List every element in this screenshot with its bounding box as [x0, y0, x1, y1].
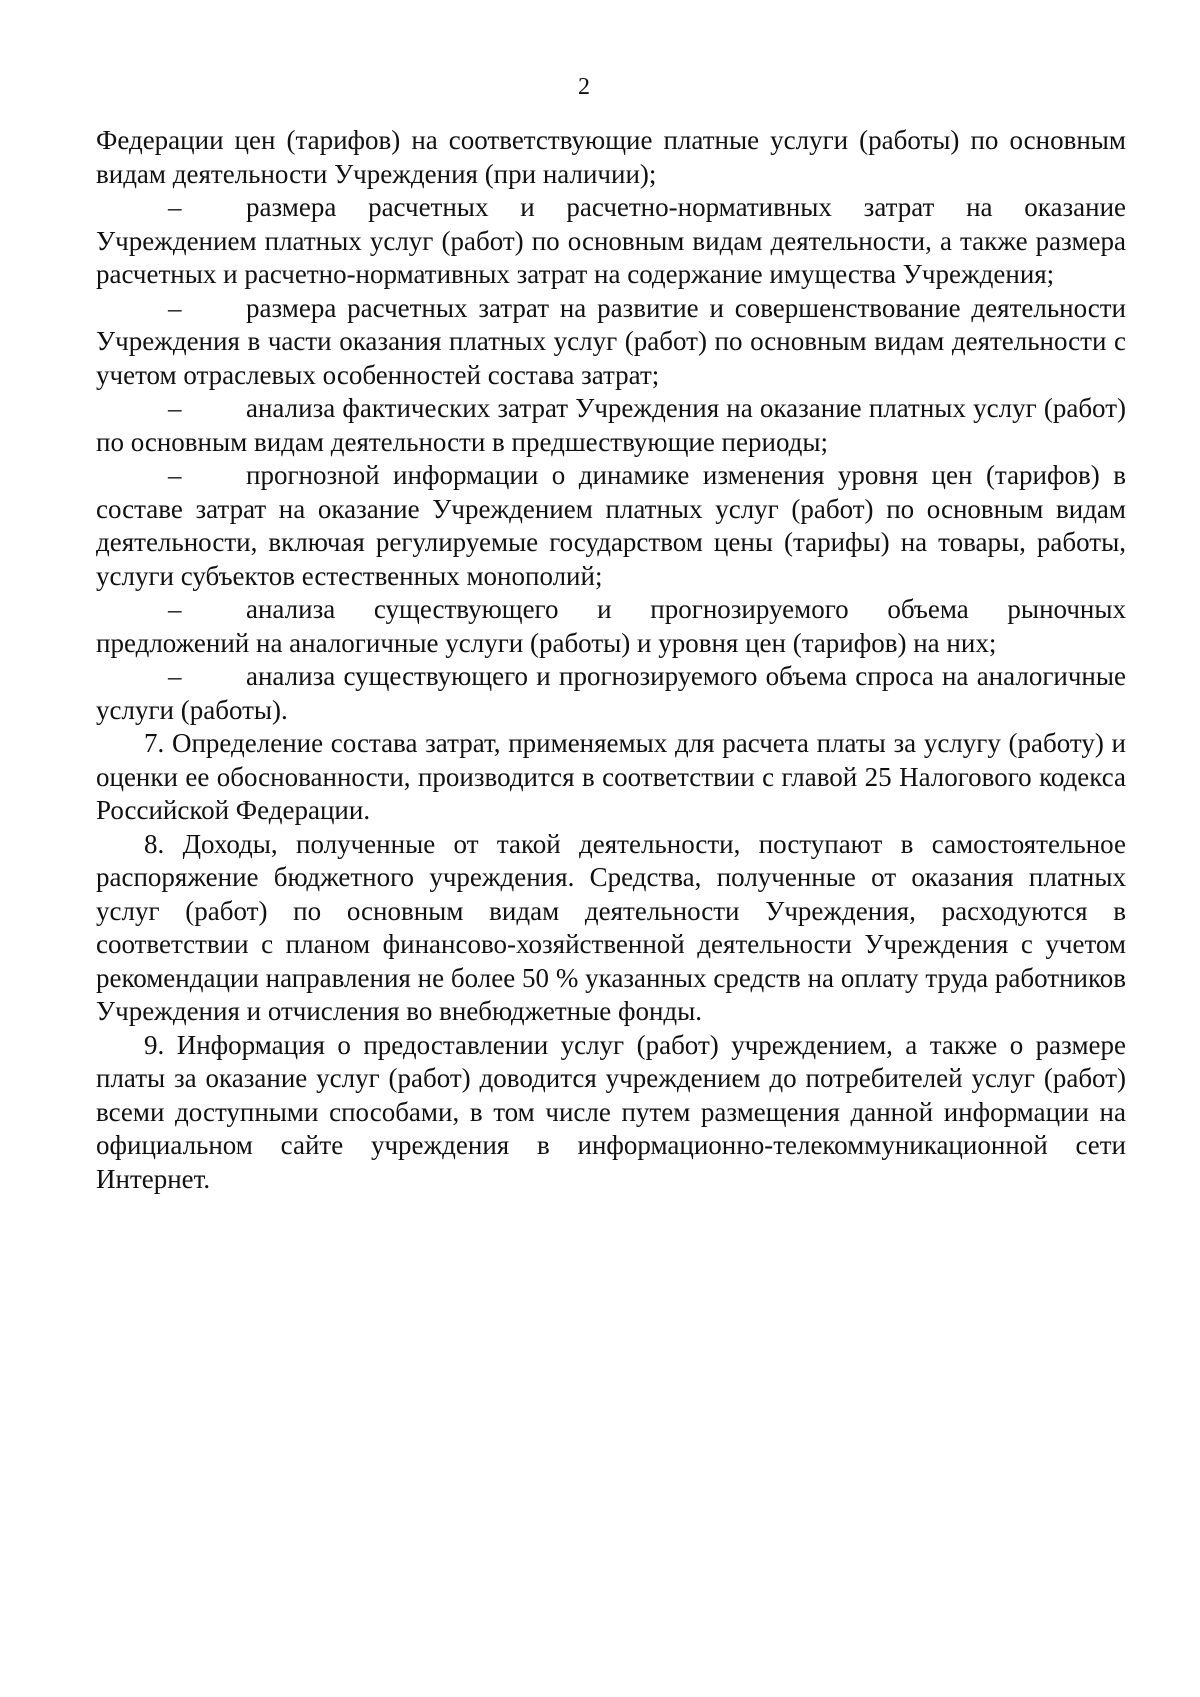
dash-marker: –: [168, 661, 182, 691]
paragraph-continuation: [96, 124, 1126, 191]
list-item-text: анализа существующего и прогнозируемого объема рыночных предложений на аналогичные услуги (работы) и уровня цен (тарифов) на них;: [96, 594, 1126, 658]
list-item-text: размера расчетных и расчетно-нормативных затрат на оказание Учреждением платных услуг (работ) по основным видам деятельности, а также размера расчетных и расчетно-нормативных затрат на содержание имущества Учреждения;: [96, 192, 1126, 289]
list-item-dash: [96, 660, 1126, 727]
list-item-text: прогнозной информации о динамике изменения уровня цен (тарифов) в составе затрат на оказание Учреждением платных услуг (работ) по основным видам деятельности, включая регулируемые государством цены (тарифы) на товары, работы, услуги субъектов естественных монополий;: [96, 460, 1126, 591]
dash-marker: –: [168, 393, 182, 423]
list-item-dash: [96, 191, 1126, 292]
clause-text: 9. Информация о предоставлении услуг (работ) учреждением, а также о размере платы за оказание услуг (работ) доводится учреждением до потребителей услуг (работ) всеми доступными способами, в том числе путем размещения данной информации на официальном сайте учреждения в информационно-телекоммуникационной сети Интернет.: [96, 1029, 1126, 1194]
list-item-dash: [96, 593, 1126, 660]
list-item-text: размера расчетных затрат на развитие и совершенствование деятельности Учреждения в части оказания платных услуг (работ) по основным видам деятельности с учетом отраслевых особенностей состава затрат;: [96, 292, 1126, 390]
list-item-dash: [96, 292, 1126, 393]
page-number: 2: [578, 74, 590, 100]
clause-text: 8. Доходы, полученные от такой деятельности, поступают в самостоятельное распоряжение бюджетного учреждения. Средства, полученные от оказания платных услуг (работ) по основным видам деятельности Учреждения, расходуются в соответствии с планом финансово-хозяйственной деятельности Учреждения с учетом рекомендации направления не более 50 % указанных средств на оплату труда работников Учреждения и отчисления во внебюджетные фонды.: [96, 828, 1126, 1026]
dash-marker: –: [168, 192, 182, 222]
list-item-text: анализа фактических затрат Учреждения на оказание платных услуг (работ) по основным видам деятельности в предшествующие периоды;: [96, 393, 1126, 457]
list-item-dash: [96, 459, 1126, 593]
clause-text: 7. Определение состава затрат, применяемых для расчета платы за услугу (работу) и оценки ее обоснованности, производится в соответствии с главой 25 Налогового кодекса Российской Федерации.: [96, 728, 1126, 825]
dash-marker: –: [168, 594, 182, 624]
dash-marker: –: [168, 292, 182, 323]
list-item-dash: [96, 392, 1126, 459]
document-body: [96, 124, 1126, 1196]
paragraph-text: Федерации цен (тарифов) на соответствующие платные услуги (работы) по основным видам деятельности Учреждения (при наличии);: [96, 125, 1126, 189]
dash-marker: –: [168, 460, 182, 490]
list-item-text: анализа существующего и прогнозируемого объема спроса на аналогичные услуги (работы).: [96, 661, 1126, 725]
numbered-clause-9: [96, 1029, 1126, 1197]
numbered-clause-7: [96, 727, 1126, 828]
numbered-clause-8: [96, 828, 1126, 1029]
